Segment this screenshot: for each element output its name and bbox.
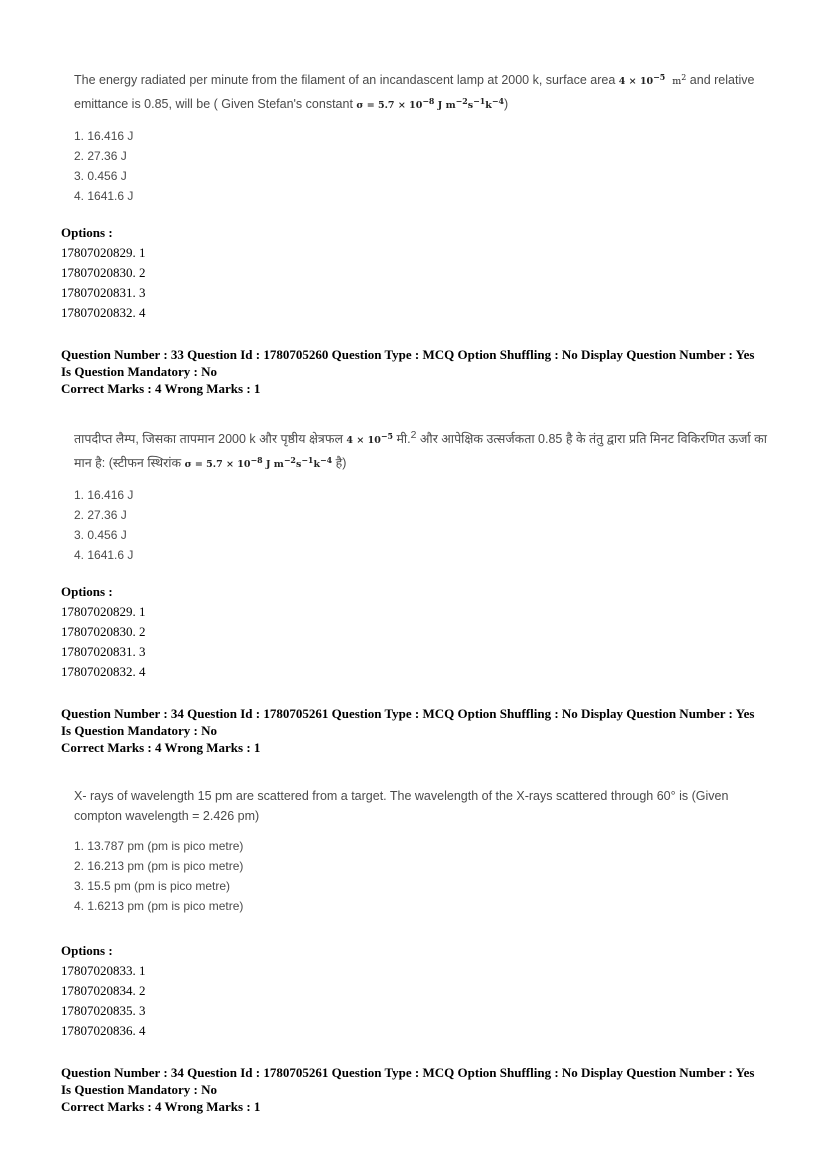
question-1-text-b: and relative emittance is 0.85, will be ( Given Stefan's constant [74, 73, 755, 112]
options-block-1 [61, 223, 146, 323]
choice: 1. 16.416 J [74, 129, 134, 144]
q1-sigma-exp: −8 [422, 97, 435, 107]
question-2-text-b: और आपेक्षिक उत्सर्जकता 0.85 है के तंतु द्वारा प्रति मिनट विकिरणित ऊर्जा का मान है: (स्टीफन स्थिरांक [74, 432, 768, 471]
question-meta-line: Correct Marks : 4 Wrong Marks : 1 [61, 740, 261, 755]
question-2-image [74, 426, 774, 565]
option-row: 17807020836. 4 [61, 1023, 146, 1038]
choice: 2. 27.36 J [74, 149, 127, 164]
q2-sigma-s: s [295, 459, 302, 471]
question-meta-line: Is Question Mandatory : No [61, 723, 218, 738]
question-2-choices [74, 485, 774, 565]
q2-sigma-exp2: −1 [301, 456, 314, 466]
option-row: 17807020829. 1 [61, 245, 146, 260]
option-row: 17807020831. 3 [61, 285, 146, 300]
question-1-text [74, 68, 774, 116]
options-label: Options : [61, 225, 113, 240]
options-label: Options : [61, 584, 113, 599]
question-1-image [74, 68, 774, 206]
q1-sigma-exp1: −2 [455, 97, 468, 107]
choice: 4. 1641.6 J [74, 548, 134, 563]
question-3-image [74, 786, 774, 916]
question-3-text: X- rays of wavelength 15 pm are scattered from a target. The wavelength of the X-rays scattered through 60° is (Given compton wavelength = 2.426 pm) [74, 789, 729, 823]
options-label: Options : [61, 943, 113, 958]
choice: 2. 27.36 J [74, 508, 127, 523]
question-meta-line: Correct Marks : 4 Wrong Marks : 1 [61, 1099, 261, 1114]
option-row: 17807020829. 1 [61, 604, 146, 619]
q2-sigma-unit: J m [265, 459, 284, 471]
question-meta-line: Question Number : 34 Question Id : 1780705261 Question Type : MCQ Option Shuffling : No Display Question Number : Yes [61, 1065, 755, 1080]
question-meta-2 [61, 705, 781, 756]
q2-sigma-exp3: −4 [320, 456, 333, 466]
question-meta-line: Is Question Mandatory : No [61, 364, 218, 379]
q2-area-exp: −5 [380, 432, 393, 441]
question-2-text [74, 426, 774, 475]
q2-area-unit: मी. [396, 432, 411, 447]
q1-sigma-unit: J m [437, 100, 456, 112]
options-block-2 [61, 582, 146, 682]
q2-area: 4 × 10 [346, 435, 381, 447]
q1-sigma: σ = 5.7 × 10 [356, 100, 423, 112]
option-row: 17807020835. 3 [61, 1003, 146, 1018]
choice: 1. 13.787 pm (pm is pico metre) [74, 839, 244, 853]
q1-close: ) [504, 97, 509, 112]
q1-sigma-k: k [485, 100, 492, 112]
question-meta-1 [61, 346, 781, 397]
q2-sigma-exp: −8 [250, 456, 263, 466]
q1-sigma-exp2: −1 [473, 97, 486, 107]
choice: 1. 16.416 J [74, 488, 134, 503]
question-meta-line: Question Number : 33 Question Id : 1780705260 Question Type : MCQ Option Shuffling : No Display Question Number : Yes [61, 347, 755, 362]
choice: 4. 1.6213 pm (pm is pico metre) [74, 899, 244, 913]
option-row: 17807020832. 4 [61, 664, 146, 679]
q1-area-unit-exp: 2 [681, 73, 687, 82]
question-meta-line: Is Question Mandatory : No [61, 1082, 218, 1097]
q1-area: 4 × 10 [618, 76, 654, 88]
question-1-text-a: The energy radiated per minute from the filament of an incandascent lamp at 2000 k, surface area [74, 73, 616, 88]
choice: 3. 0.456 J [74, 528, 127, 543]
option-row: 17807020830. 2 [61, 265, 146, 280]
choice: 3. 0.456 J [74, 169, 127, 184]
option-row: 17807020830. 2 [61, 624, 146, 639]
question-meta-line: Correct Marks : 4 Wrong Marks : 1 [61, 381, 261, 396]
q1-sigma-exp3: −4 [491, 97, 504, 107]
question-meta-3 [61, 1064, 781, 1115]
option-row: 17807020833. 1 [61, 963, 146, 978]
options-block-3 [61, 941, 146, 1041]
option-row: 17807020832. 4 [61, 305, 146, 320]
question-1-choices [74, 126, 774, 206]
q1-area-exp: −5 [653, 73, 666, 82]
choice: 2. 16.213 pm (pm is pico metre) [74, 859, 244, 873]
choice: 3. 15.5 pm (pm is pico metre) [74, 879, 231, 893]
q2-area-unit-exp: 2 [410, 430, 417, 441]
q1-sigma-s: s [467, 100, 474, 112]
q2-close: है) [335, 456, 347, 471]
option-row: 17807020831. 3 [61, 644, 146, 659]
q2-sigma: σ = 5.7 × 10 [184, 459, 251, 471]
question-3-choices [74, 836, 774, 916]
q2-sigma-k: k [313, 459, 321, 471]
option-row: 17807020834. 2 [61, 983, 146, 998]
q1-area-unit: m [672, 76, 682, 88]
question-2-text-a: तापदीप्त लैम्प, जिसका तापमान 2000 k और पृष्ठीय क्षेत्रफल [74, 432, 343, 447]
question-meta-line: Question Number : 34 Question Id : 1780705261 Question Type : MCQ Option Shuffling : No Display Question Number : Yes [61, 706, 755, 721]
q2-sigma-exp1: −2 [283, 456, 296, 466]
choice: 4. 1641.6 J [74, 189, 134, 204]
